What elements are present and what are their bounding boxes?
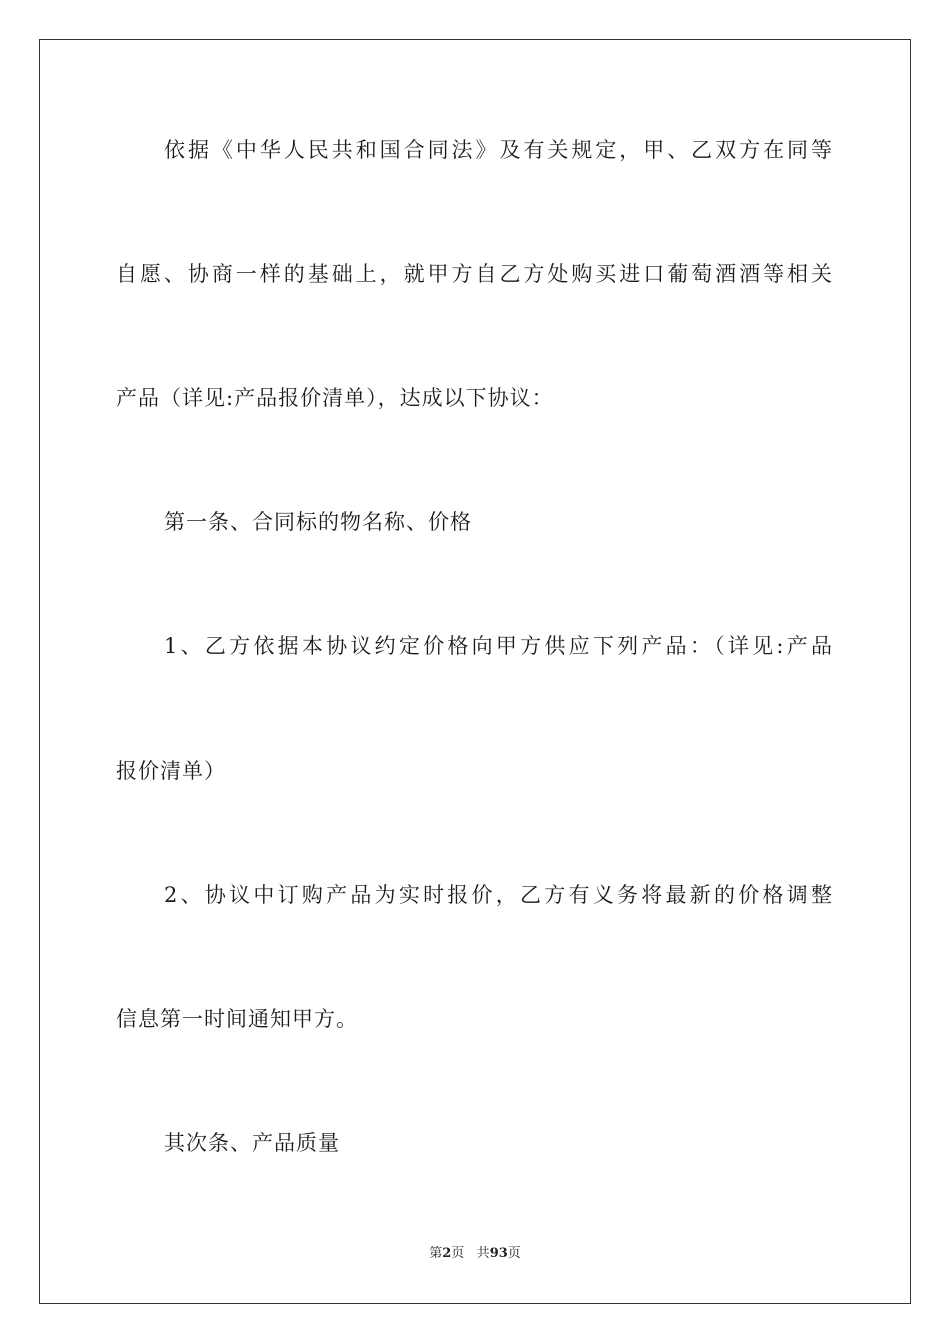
paragraph-line-6: 2、协议中订购产品为实时报价，乙方有义务将最新的价格调整 (164, 883, 832, 907)
footer-page-suffix: 页 (451, 1246, 465, 1261)
footer-total-prefix: 共 (476, 1246, 490, 1261)
footer-page-number: 2 (442, 1246, 452, 1261)
section-heading-1: 第一条、合同标的物名称、价格 (164, 510, 472, 534)
paragraph-line-7: 信息第一时间通知甲方。 (116, 1007, 358, 1031)
page-border (39, 39, 911, 1304)
page-footer (0, 1245, 950, 1263)
footer-total-pages: 93 (489, 1246, 508, 1261)
paragraph-line-3: 产品（详见:产品报价清单），达成以下协议： (116, 386, 554, 410)
paragraph-line-5: 报价清单） (116, 759, 226, 783)
section-heading-2: 其次条、产品质量 (164, 1131, 340, 1155)
paragraph-line-4: 1、乙方依据本协议约定价格向甲方供应下列产品：（详见:产品 (164, 634, 832, 658)
footer-total-suffix: 页 (507, 1246, 521, 1261)
paragraph-line-1: 依据《中华人民共和国合同法》及有关规定，甲、乙双方在同等 (164, 138, 832, 162)
paragraph-line-2: 自愿、协商一样的基础上，就甲方自乙方处购买进口葡萄酒酒等相关 (116, 262, 832, 286)
footer-page-prefix: 第 (429, 1246, 443, 1261)
